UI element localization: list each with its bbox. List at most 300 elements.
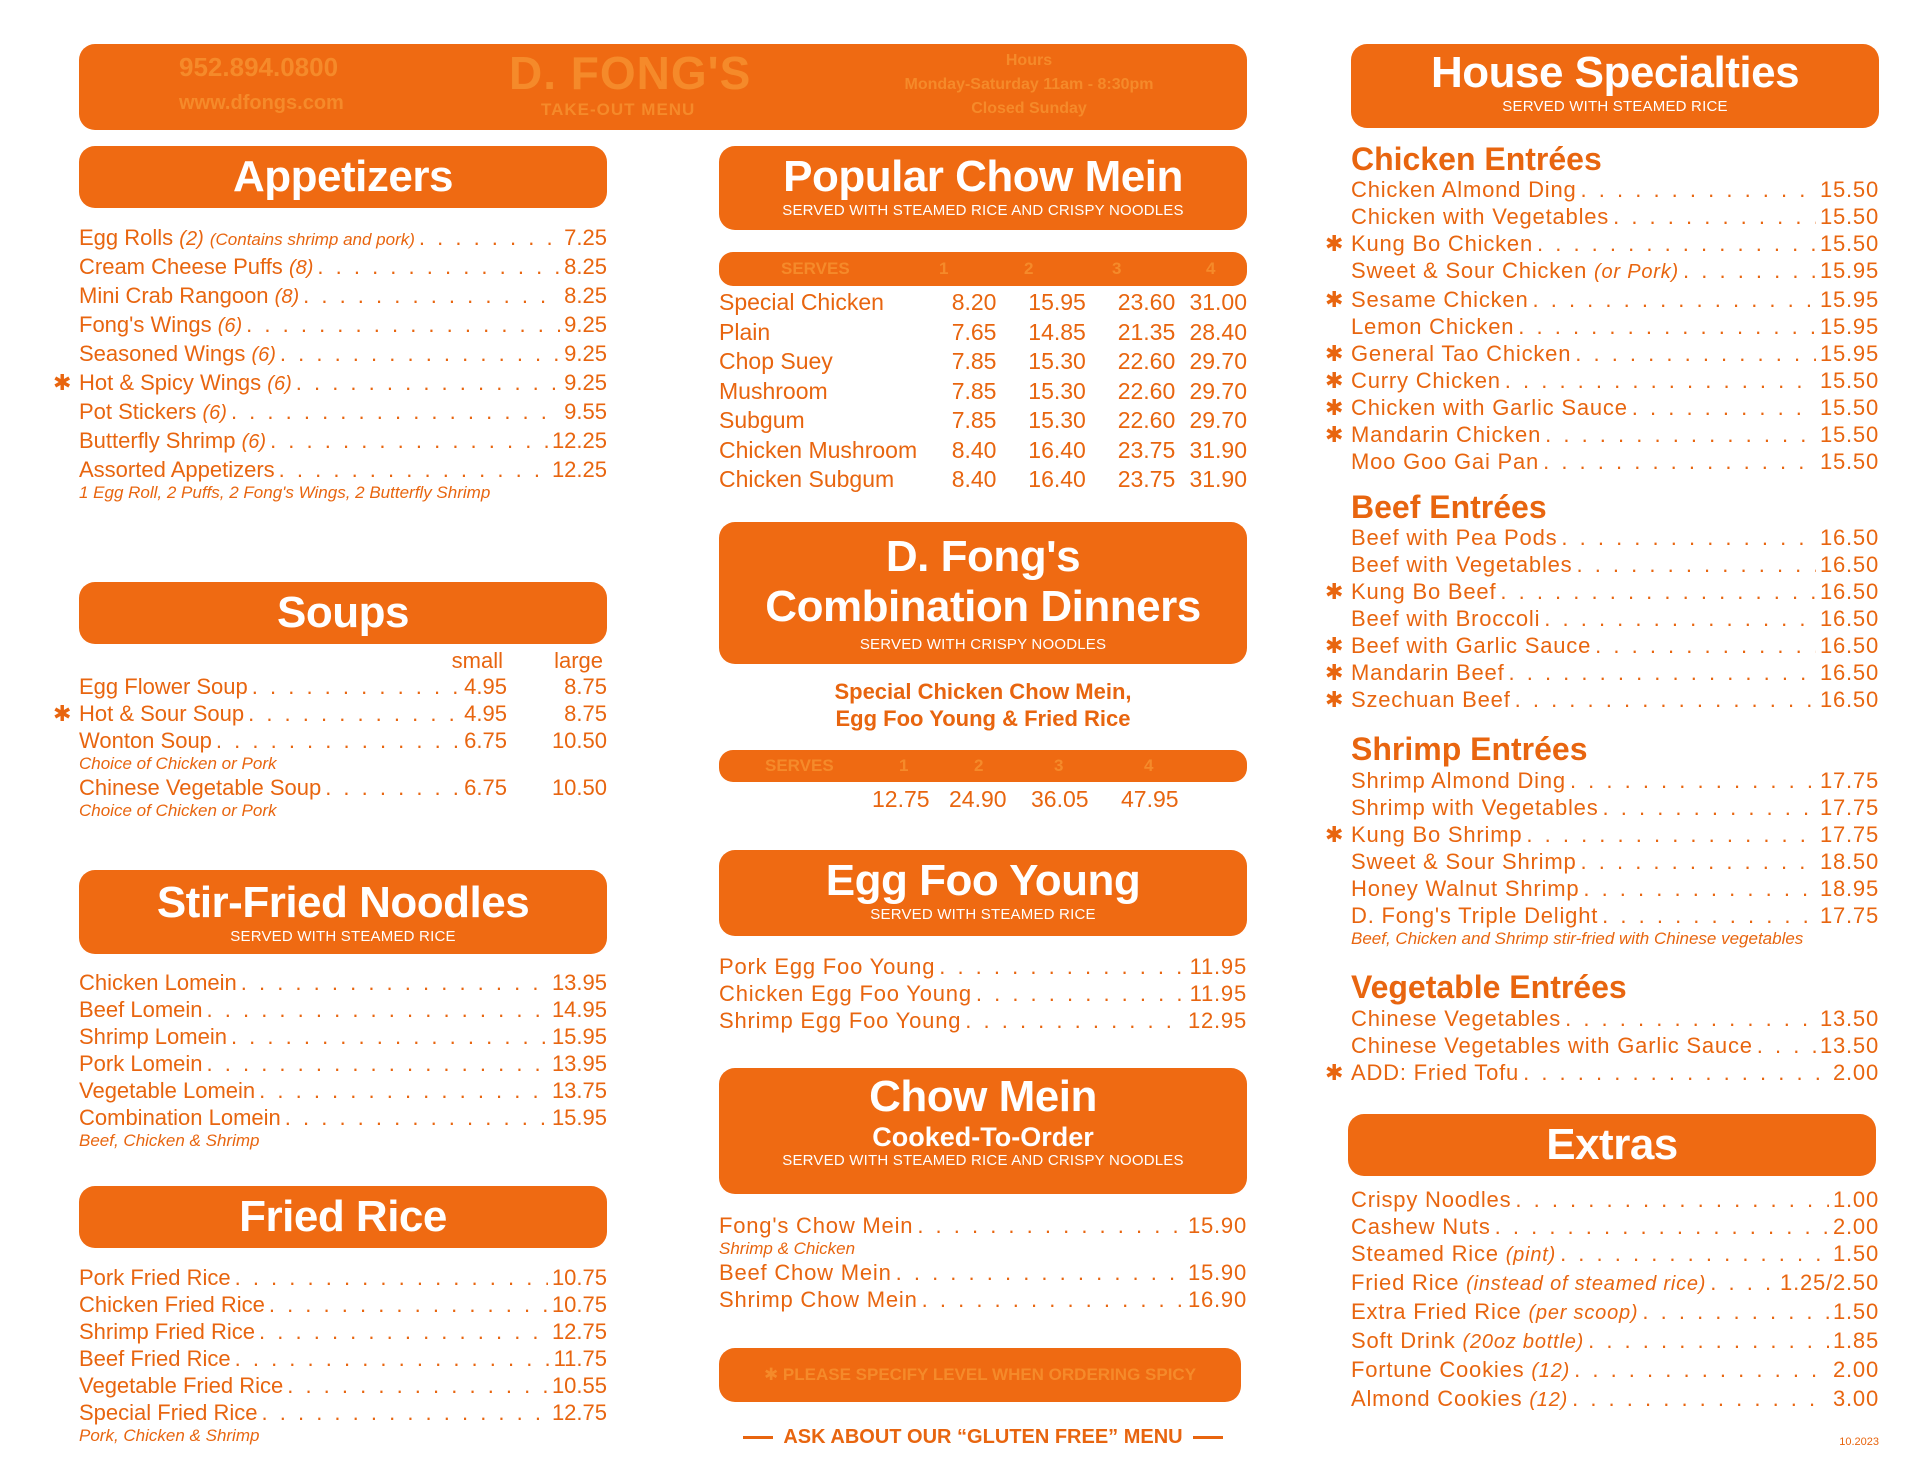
brand-logo: D. FONG'S	[509, 47, 752, 99]
menu-item[interactable]	[1325, 632, 1879, 659]
chow-mein-price-3: 21.35	[1117, 318, 1176, 345]
item-price: 13.95	[551, 1051, 607, 1076]
menu-item[interactable]	[79, 1023, 607, 1050]
menu-item[interactable]	[1351, 875, 1879, 902]
menu-item[interactable]	[79, 253, 607, 282]
item-name-text: Crispy Noodles	[1351, 1187, 1512, 1212]
dot-leader	[1613, 203, 1816, 230]
dot-leader	[1710, 1269, 1776, 1296]
item-name	[79, 1399, 258, 1426]
item-name-text: Szechuan Beef	[1351, 687, 1511, 712]
spicy-star-icon: ✱	[1325, 422, 1345, 447]
chow-mein-row[interactable]	[719, 465, 1247, 495]
dot-leader	[1515, 686, 1816, 713]
menu-item[interactable]	[79, 398, 607, 427]
header-bar	[79, 44, 1247, 130]
chow-mein-price-2: 15.95	[1028, 289, 1086, 315]
chow-mein-price-4: 29.70	[1189, 377, 1247, 404]
item-price: 15.90	[1187, 1260, 1247, 1285]
serves-label: SERVES	[781, 259, 850, 278]
item-price: 15.95	[1819, 314, 1879, 339]
house-specialties-title: House Specialties	[1430, 48, 1800, 97]
serves-3: 3	[1112, 259, 1122, 278]
menu-item[interactable]	[1351, 313, 1879, 340]
item-price: 2.00	[1832, 1357, 1879, 1382]
menu-item[interactable]	[79, 282, 607, 311]
menu-item[interactable]	[79, 969, 607, 996]
item-price: 9.55	[564, 399, 607, 424]
price-large: 10.50	[551, 775, 607, 800]
menu-item[interactable]	[1325, 230, 1879, 257]
dot-leader	[939, 953, 1185, 980]
house-specialties-banner	[1351, 44, 1879, 128]
soups-title: Soups	[277, 588, 409, 637]
menu-item[interactable]	[1325, 686, 1879, 713]
item-name-text: Moo Goo Gai Pan	[1351, 449, 1540, 474]
item-name	[1351, 203, 1609, 230]
soups-banner	[79, 582, 607, 644]
combination-subtitle: SERVED WITH CRISPY NOODLES	[859, 636, 1107, 653]
item-qualifier: (or Pork)	[1594, 261, 1680, 283]
item-name-text: Chinese Vegetables with Garlic Sauce	[1351, 1033, 1753, 1058]
popular-chow-mein-table	[719, 288, 1247, 495]
item-name-text: Kung Bo Chicken	[1351, 231, 1533, 256]
spicy-star-icon: ✱	[1325, 287, 1345, 312]
item-name-text: Beef with Garlic Sauce	[1351, 633, 1592, 658]
menu-item[interactable]	[79, 311, 607, 340]
item-name	[79, 1050, 203, 1077]
dot-leader	[241, 969, 548, 996]
item-qty: (8)	[288, 257, 314, 279]
menu-item[interactable]	[79, 774, 607, 801]
chow-mein-price-3: 23.75	[1117, 466, 1176, 492]
item-price: 18.95	[1819, 876, 1879, 901]
item-name-text: Cashew Nuts	[1351, 1214, 1491, 1239]
hours-weekdays: Monday-Saturday 11am - 8:30pm	[904, 76, 1154, 93]
item-price: 16.50	[1819, 606, 1879, 631]
menu-item[interactable]	[719, 980, 1247, 1007]
menu-item[interactable]	[719, 1286, 1247, 1313]
item-qty: (8)	[274, 286, 300, 308]
menu-item[interactable]	[1351, 794, 1879, 821]
chow-mein-price-2: 15.30	[1028, 348, 1086, 374]
item-name	[1351, 902, 1598, 929]
item-name-text: Chicken with Garlic Sauce	[1351, 395, 1628, 420]
chow-mein-price-1: 7.85	[951, 348, 997, 374]
item-name	[79, 224, 415, 253]
dot-leader	[1537, 230, 1816, 257]
item-name	[1351, 1269, 1706, 1298]
menu-item[interactable]	[79, 427, 607, 456]
beef-entrees-list	[1325, 524, 1879, 713]
divider	[1193, 1436, 1223, 1439]
item-name	[79, 1264, 231, 1291]
beef-entrees-heading: Beef Entrées	[1351, 489, 1547, 525]
item-price: 16.50	[1819, 687, 1879, 712]
item-name-text: Egg Rolls	[79, 225, 174, 250]
dot-leader	[1526, 821, 1816, 848]
item-name	[1351, 1385, 1568, 1414]
chow-mein-price-3: 22.60	[1117, 407, 1176, 433]
menu-item[interactable]	[1351, 1240, 1879, 1269]
item-name-text: Chicken Egg Foo Young	[719, 981, 972, 1006]
menu-item[interactable]	[79, 1264, 607, 1291]
menu-item[interactable]	[79, 1372, 607, 1399]
item-price: 15.90	[1187, 1213, 1247, 1238]
spicy-star-icon: ✱	[1325, 368, 1345, 393]
dot-leader	[280, 340, 560, 367]
dot-leader	[1523, 1059, 1829, 1086]
menu-item[interactable]	[1325, 367, 1879, 394]
price-large: 8.75	[564, 701, 607, 726]
menu-item[interactable]	[1351, 551, 1879, 578]
item-name-text: Fried Rice	[1351, 1270, 1460, 1295]
item-name-text: Beef Lomein	[79, 997, 203, 1022]
phone-number[interactable]: 952.894.0800	[179, 52, 339, 82]
item-price: 2.00	[1832, 1060, 1879, 1085]
divider	[743, 1436, 773, 1439]
menu-item[interactable]	[1351, 1005, 1879, 1032]
menu-item[interactable]	[1351, 1298, 1879, 1327]
item-name-text: Beef with Broccoli	[1351, 606, 1541, 631]
dot-leader	[965, 1007, 1184, 1034]
chow-mein-row[interactable]	[719, 288, 1247, 318]
egg-foo-young-banner	[719, 850, 1247, 936]
menu-item[interactable]	[1351, 1213, 1879, 1240]
dot-leader	[270, 427, 548, 454]
item-name-text: Shrimp Lomein	[79, 1024, 227, 1049]
dot-leader	[1500, 578, 1816, 605]
chow-mein-row[interactable]	[719, 347, 1247, 377]
menu-item[interactable]	[1325, 394, 1879, 421]
item-price: 12.25	[551, 457, 607, 482]
dot-leader	[325, 774, 460, 801]
chow-mein-price-4: 28.40	[1189, 318, 1247, 345]
item-name-text: Sesame Chicken	[1351, 287, 1529, 312]
item-qualifier: (12)	[1531, 1360, 1571, 1382]
menu-item[interactable]	[1351, 1385, 1879, 1414]
chow-mein-cto-subtitle: SERVED WITH STEAMED RICE AND CRISPY NOODLES	[782, 1152, 1184, 1169]
item-name	[1351, 848, 1577, 875]
item-name	[1351, 659, 1505, 686]
chow-mein-price-4: 29.70	[1189, 348, 1247, 374]
combination-description	[719, 678, 1247, 732]
price-small: 6.75	[464, 728, 507, 753]
item-price: 10.55	[551, 1373, 607, 1398]
menu-item[interactable]	[1325, 340, 1879, 367]
menu-item[interactable]	[1351, 257, 1879, 286]
spicy-note: ✱ PLEASE SPECIFY LEVEL WHEN ORDERING SPICY	[763, 1365, 1197, 1384]
item-name-text: Shrimp Chow Mein	[719, 1287, 918, 1312]
menu-item[interactable]	[1325, 286, 1879, 313]
dot-leader	[1574, 1356, 1829, 1383]
chow-mein-name: Subgum	[719, 407, 805, 433]
menu-item[interactable]	[1325, 821, 1879, 848]
menu-item[interactable]	[1325, 578, 1879, 605]
menu-item[interactable]	[1351, 902, 1879, 929]
dot-leader	[1545, 421, 1816, 448]
dot-leader	[317, 253, 560, 280]
chow-mein-name: Plain	[719, 318, 771, 345]
menu-item[interactable]	[1351, 448, 1879, 475]
item-price: 15.50	[1819, 177, 1879, 202]
item-name-text: Fong's Chow Mein	[719, 1213, 914, 1238]
dot-leader	[259, 1077, 548, 1104]
item-price: 13.95	[551, 970, 607, 995]
menu-item[interactable]	[79, 1345, 607, 1372]
menu-item[interactable]	[1351, 1032, 1879, 1059]
dot-leader	[287, 1372, 548, 1399]
brand-subtitle: TAKE-OUT MENU	[541, 100, 696, 119]
chow-mein-cto-list	[719, 1212, 1247, 1313]
menu-item[interactable]	[1325, 659, 1879, 686]
menu-item[interactable]	[1351, 176, 1879, 203]
menu-item[interactable]	[79, 1399, 607, 1426]
chow-mein-row[interactable]	[719, 406, 1247, 436]
menu-item[interactable]	[53, 700, 607, 727]
menu-item[interactable]	[1351, 848, 1879, 875]
item-name	[1351, 794, 1599, 821]
item-price: 1.00	[1832, 1187, 1879, 1212]
soups-column-headers	[79, 648, 607, 674]
dot-leader	[1515, 1186, 1829, 1213]
dot-leader	[246, 311, 560, 338]
combo-price-4: 47.95	[1121, 786, 1179, 812]
item-name	[1351, 1186, 1511, 1213]
dot-leader	[269, 1291, 548, 1318]
combination-banner	[719, 522, 1247, 664]
menu-item[interactable]	[79, 456, 607, 483]
spicy-star-icon: ✱	[53, 370, 72, 395]
item-name-text: Fong's Wings	[79, 312, 212, 337]
item-name-text: Kung Bo Shrimp	[1351, 822, 1523, 847]
item-price: 12.95	[1187, 1008, 1247, 1033]
item-price: 8.25	[564, 283, 607, 308]
chow-mein-price-4: 29.70	[1189, 407, 1247, 433]
item-name	[1351, 394, 1628, 421]
chow-mein-price-1: 8.40	[951, 436, 997, 463]
menu-item[interactable]	[1351, 524, 1879, 551]
item-name-text: Shrimp Fried Rice	[79, 1319, 256, 1344]
menu-item[interactable]	[79, 224, 607, 253]
chow-mein-price-1: 8.20	[951, 289, 997, 315]
spicy-star-icon: ✱	[1325, 579, 1345, 604]
item-name	[79, 1023, 227, 1050]
dot-leader	[1576, 551, 1815, 578]
gluten-free-note[interactable]	[719, 1426, 1247, 1449]
item-name	[79, 996, 203, 1023]
item-price: 15.95	[1819, 341, 1879, 366]
item-price: 11.95	[1189, 954, 1247, 979]
item-price: 17.75	[1819, 768, 1879, 793]
fried-rice-list	[79, 1264, 607, 1446]
item-name-text: Almond Cookies	[1351, 1386, 1523, 1411]
item-name-text: Pork Fried Rice	[79, 1265, 231, 1290]
item-price: 15.50	[1819, 449, 1879, 474]
spicy-star-icon: ✱	[1325, 341, 1345, 366]
soups-col-large: large	[554, 648, 603, 673]
item-name	[1351, 367, 1501, 394]
item-name	[719, 1007, 961, 1034]
item-price: 15.50	[1819, 422, 1879, 447]
spicy-star-icon: ✱	[1325, 231, 1345, 256]
stir-fried-subtitle: SERVED WITH STEAMED RICE	[230, 928, 456, 945]
stir-fried-title: Stir-Fried Noodles	[156, 878, 530, 927]
item-name	[79, 1318, 255, 1345]
price-small: 4.95	[464, 674, 507, 699]
item-price: 10.75	[551, 1292, 607, 1317]
item-name	[79, 673, 248, 700]
popular-chow-mein-title: Popular Chow Mein	[783, 152, 1183, 201]
stir-fried-list	[79, 969, 607, 1151]
menu-item[interactable]	[1351, 203, 1879, 230]
gluten-free-text: ASK ABOUT OUR “GLUTEN FREE” MENU	[783, 1426, 1183, 1448]
item-name	[79, 727, 212, 754]
menu-item[interactable]	[719, 1212, 1247, 1239]
website-link[interactable]: www.dfongs.com	[179, 92, 344, 114]
extras-list	[1351, 1186, 1879, 1414]
combination-prices	[719, 786, 1247, 816]
menu-item[interactable]	[79, 340, 607, 369]
dot-leader	[1560, 1240, 1829, 1267]
shrimp-entrees-list	[1325, 767, 1879, 949]
menu-item[interactable]	[1351, 1356, 1879, 1385]
menu-item[interactable]	[79, 1318, 607, 1345]
item-name	[1351, 1005, 1561, 1032]
item-price: 17.75	[1819, 822, 1879, 847]
chow-mein-name: Chicken Subgum	[719, 466, 895, 492]
price-large: 8.75	[564, 674, 607, 699]
item-name-text: Curry Chicken	[1351, 368, 1501, 393]
item-name	[1351, 257, 1679, 286]
item-name	[1351, 230, 1533, 257]
dot-leader	[1505, 367, 1816, 394]
item-price: 3.00	[1832, 1386, 1879, 1411]
item-name	[79, 340, 276, 369]
menu-item[interactable]	[1325, 421, 1879, 448]
chicken-entrees-heading: Chicken Entrées	[1351, 141, 1602, 177]
menu-item[interactable]	[79, 996, 607, 1023]
egg-foo-young-subtitle: SERVED WITH STEAMED RICE	[870, 906, 1096, 923]
item-price: 13.50	[1819, 1006, 1879, 1031]
combination-desc-line-1: Special Chicken Chow Mein,	[834, 679, 1132, 704]
vegetable-entrees-heading: Vegetable Entrées	[1351, 969, 1627, 1005]
chow-mein-row[interactable]	[719, 377, 1247, 407]
item-name-text: Chicken with Vegetables	[1351, 204, 1610, 229]
item-name	[79, 369, 292, 398]
item-name	[79, 1345, 231, 1372]
dot-leader	[1581, 176, 1816, 203]
item-price: 15.95	[551, 1105, 607, 1130]
item-note: Choice of Chicken or Pork	[79, 801, 277, 820]
item-price: 13.50	[1819, 1033, 1879, 1058]
menu-item[interactable]	[1351, 1269, 1879, 1298]
chow-mein-price-2: 15.30	[1028, 377, 1086, 404]
chow-mein-price-3: 22.60	[1117, 348, 1176, 374]
item-qty: (6)	[241, 431, 267, 453]
dot-leader	[1509, 659, 1816, 686]
dot-leader	[1570, 767, 1816, 794]
item-price: 15.95	[551, 1024, 607, 1049]
menu-item[interactable]	[719, 953, 1247, 980]
dot-leader	[296, 369, 560, 396]
dot-leader	[235, 1264, 548, 1291]
menu-item[interactable]	[79, 1050, 607, 1077]
item-name	[79, 1372, 283, 1399]
item-qualifier: (12)	[1529, 1389, 1569, 1411]
dot-leader	[231, 398, 560, 425]
menu-item[interactable]	[719, 1259, 1247, 1286]
menu-item[interactable]	[79, 727, 607, 754]
item-price: 17.75	[1819, 903, 1879, 928]
item-name	[1351, 340, 1571, 367]
chow-mein-price-1: 8.40	[951, 466, 997, 492]
menu-item[interactable]	[79, 1291, 607, 1318]
item-name	[79, 700, 244, 727]
menu-item[interactable]	[1351, 767, 1879, 794]
item-price: 16.50	[1819, 633, 1879, 658]
dot-leader	[1543, 448, 1816, 475]
menu-item[interactable]	[719, 1007, 1247, 1034]
menu-item[interactable]	[53, 369, 607, 398]
chow-mein-price-3: 23.60	[1117, 289, 1176, 315]
menu-item[interactable]	[1351, 1327, 1879, 1356]
item-name	[1351, 605, 1540, 632]
menu-item[interactable]	[79, 1104, 607, 1131]
item-name-text: Fortune Cookies	[1351, 1357, 1525, 1382]
spicy-star-icon: ✱	[1325, 1060, 1345, 1085]
chow-mein-price-4: 31.90	[1189, 466, 1247, 492]
item-name-text: Cream Cheese Puffs	[79, 254, 283, 279]
item-name-text: Extra Fried Rice	[1351, 1299, 1522, 1324]
item-desc: (Contains shrimp and pork)	[209, 230, 415, 249]
menu-item[interactable]	[79, 1077, 607, 1104]
item-name-text: Vegetable Lomein	[79, 1078, 256, 1103]
item-price: 1.50	[1832, 1299, 1879, 1324]
chow-mein-row[interactable]	[719, 436, 1247, 466]
item-name-text: Chinese Vegetables	[1351, 1006, 1562, 1031]
item-name-text: Mandarin Beef	[1351, 660, 1505, 685]
menu-item[interactable]	[1325, 1059, 1879, 1086]
item-name-text: Mini Crab Rangoon	[79, 283, 269, 308]
item-name-text: Pot Stickers	[79, 399, 197, 424]
item-price: 15.95	[1819, 258, 1879, 283]
item-name	[1351, 821, 1522, 848]
item-name-text: General Tao Chicken	[1351, 341, 1572, 366]
dot-leader	[231, 1023, 548, 1050]
dot-leader	[252, 673, 460, 700]
item-qualifier: (instead of steamed rice)	[1466, 1273, 1707, 1295]
chow-mein-cto-banner	[719, 1068, 1247, 1194]
price-small: 6.75	[464, 775, 507, 800]
popular-chow-mein-banner	[719, 146, 1247, 230]
item-name	[1351, 313, 1514, 340]
chow-mein-price-2: 16.40	[1028, 436, 1086, 463]
item-price: 17.75	[1819, 795, 1879, 820]
item-price: 15.50	[1819, 368, 1879, 393]
vegetable-entrees-list	[1325, 1005, 1879, 1086]
item-name	[719, 1212, 913, 1239]
dot-leader	[262, 1399, 548, 1426]
item-name-text: Hot & Sour Soup	[79, 701, 245, 726]
combination-desc-line-2: Egg Foo Young & Fried Rice	[835, 706, 1131, 731]
item-name	[1351, 1356, 1570, 1385]
menu-item[interactable]	[1351, 1186, 1879, 1213]
menu-item[interactable]	[1351, 605, 1879, 632]
chow-mein-row[interactable]	[719, 318, 1247, 348]
menu-item[interactable]	[79, 673, 607, 700]
item-name	[1351, 1032, 1753, 1059]
